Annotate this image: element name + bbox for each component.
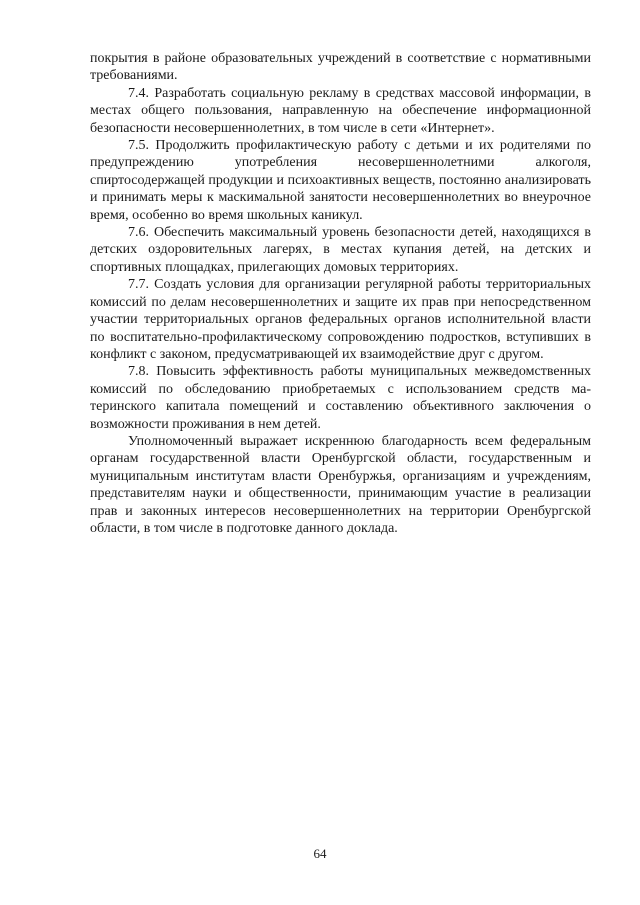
paragraph-item-7-8: 7.8. Повысить эффективность работы муниципальных межведомственных комиссий по обследованию приобретаемых с использованием средств материнского капитала помещений и составлению объективного заключения о возможности проживания в нем детей. (90, 364, 591, 432)
document-body (90, 50, 591, 537)
paragraph-item-7-7: 7.7. Создать условия для организации регулярной работы территориальных комиссий по делам несовершеннолетних и защите их прав при непосредственном участии территориальных органов федеральных органов исполнительной власти по воспитательно-профилактическому сопровождению подростков, вступивших в конфликт с законом, предусматривающей их взаимодействие друг с другом. (90, 277, 591, 362)
paragraph-continuation: покрытия в районе образовательных учреждений в соответствие с нормативными требованиями. (90, 51, 591, 84)
page-number: 64 (313, 846, 327, 861)
paragraph-item-7-5: 7.5. Продолжить профилактическую работу с детьми и их родителями по предупреждению употребления несовершеннолетними алкоголя, спиртосодержащей продукции и психоактивных веществ, постоянно анализировать и принимать меры к маскимальной занятости несовершеннолетних во внеурочное время, особенно во время школьных каникул. (90, 138, 591, 223)
paragraph-acknowledgement: Уполномоченный выражает искреннюю благодарность всем федеральным органам государственной власти Оренбургской области, государственным и муниципальным институтам власти Оренбуржья, организациям и учреждениям, представителям науки и общественности, принимающим участие в реализации прав и законных интересов несовершеннолетних на территории Оренбургской области, в том числе в подготовке данного доклада. (90, 433, 591, 536)
paragraph-item-7-4: 7.4. Разработать социальную рекламу в средствах массовой информации, в местах общего пользования, направленную на обеспечение информационной безопасности несовершеннолетних, в том числе в сети «Интернет». (90, 85, 591, 136)
paragraph-item-7-6: 7.6. Обеспечить максимальный уровень безопасности детей, находящихся в детских оздоровительных лагерях, в местах купания детей, на детских и спортивных площадках, прилегающих домовых территориях. (90, 225, 591, 275)
